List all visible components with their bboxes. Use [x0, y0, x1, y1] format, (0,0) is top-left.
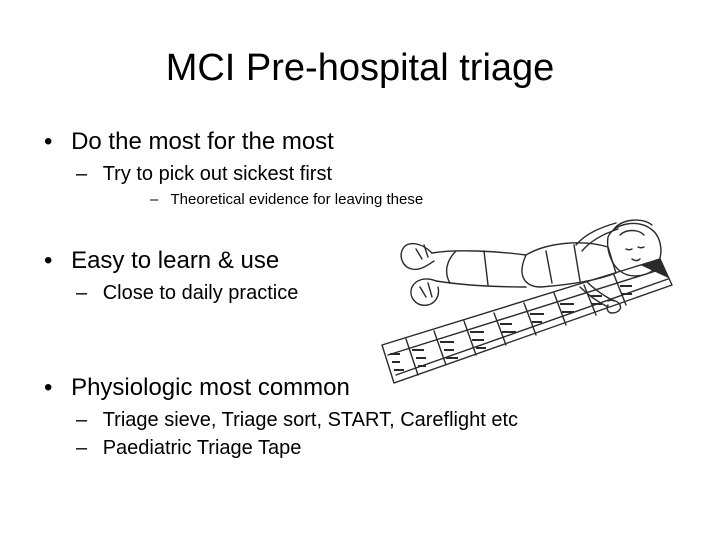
sub-bullet-2-1: [76, 280, 298, 306]
bullet-text: Do the most for the most: [71, 128, 334, 155]
bullet-marker: •: [44, 374, 53, 401]
bullet-text: Physiologic most common: [71, 374, 350, 401]
sub-bullet-3-2: [76, 435, 301, 461]
sub-bullet-1-1: [76, 161, 332, 187]
dash-marker: –: [76, 437, 88, 459]
dash-marker: –: [76, 409, 88, 431]
sub-sub-bullet-1-1-1: [150, 190, 423, 210]
sub-bullet-text: Triage sieve, Triage sort, START, Careflight etc: [102, 409, 519, 431]
sub-bullet-3-1: [76, 407, 518, 433]
slide-title: MCI Pre-hospital triage: [165, 47, 555, 89]
child-with-triage-tape-drawing: [376, 215, 676, 400]
bullet-marker: •: [44, 128, 53, 155]
dash-marker: –: [76, 282, 88, 304]
sub-bullet-text: Paediatric Triage Tape: [102, 437, 302, 459]
sub-bullet-text: Try to pick out sickest first: [102, 163, 332, 185]
bullet-3: [44, 373, 350, 403]
bullet-2: [44, 246, 279, 276]
sub-sub-bullet-text: Theoretical evidence for leaving these: [170, 191, 424, 208]
bullet-text: Easy to learn & use: [71, 247, 280, 274]
bullet-marker: •: [44, 247, 53, 274]
dash-marker: –: [150, 191, 159, 208]
dash-marker: –: [76, 163, 88, 185]
bullet-1: [44, 127, 334, 157]
sub-bullet-text: Close to daily practice: [102, 282, 299, 304]
